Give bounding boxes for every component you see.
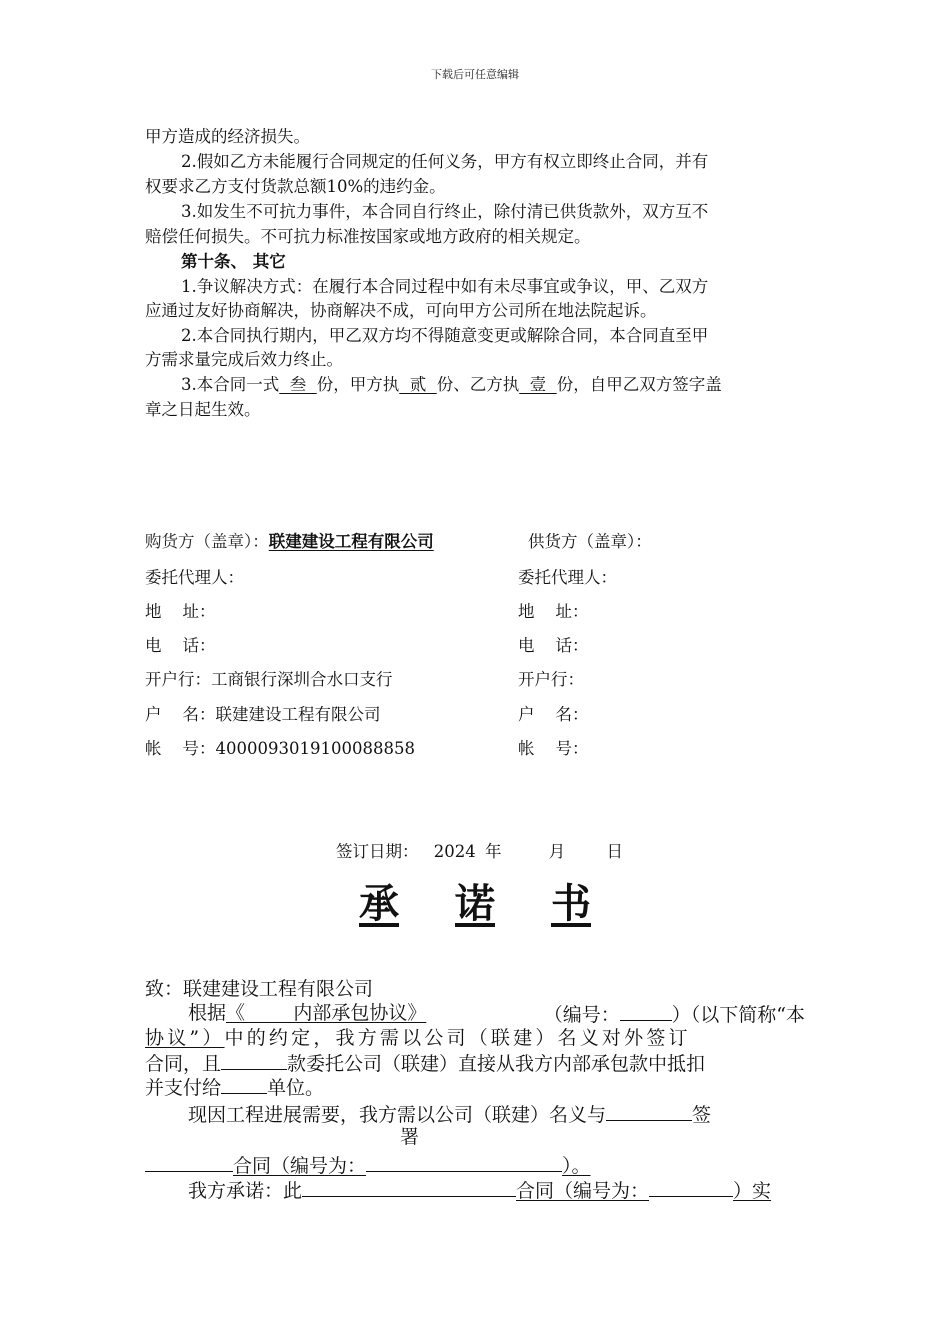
pledge-paragraph-3 (145, 1153, 805, 1179)
pledge-text: ）实 (733, 1180, 772, 1202)
article-10-item-3-line-1 (145, 373, 841, 398)
pledge-text: 我方承诺：此 (188, 1180, 303, 1202)
pledge-paragraph-2-line-1 (145, 1102, 848, 1128)
signing-date (336, 838, 623, 862)
buyer-seal-line (145, 528, 434, 552)
seller-phone: 电 话： (518, 636, 589, 655)
pledge-text: 中的约定，我方需以公司（联建）名义对外签订 (224, 1027, 691, 1049)
copies-total: 叁 (279, 375, 317, 394)
pledge-paragraph-4-line-1 (145, 1178, 848, 1204)
date-label: 签订日期： (336, 842, 419, 861)
contract-number-blank-2 (649, 1178, 733, 1197)
title-char: 承 (359, 880, 399, 927)
pledge-text: 单位。 (267, 1077, 325, 1099)
article-10-item-1-line-2: 应通过友好协商解决，协商解决不成，可向甲方公司所在地法院起诉。 (145, 301, 657, 320)
article-10-item-3-line-2: 章之日起生效。 (145, 400, 261, 419)
buyer-account-name: 户 名：联建建设工程有限公司 (145, 705, 381, 724)
seller-bank: 开户行： (518, 670, 584, 689)
copies-text: 3.本合同一式 (181, 375, 280, 394)
clause-line: 甲方造成的经济损失。 (145, 127, 310, 146)
title-char: 书 (551, 880, 591, 927)
title-char: 诺 (455, 880, 495, 927)
buyer-account-number: 帐 号：4000093019100088858 (145, 739, 415, 758)
clause-2-line-2: 权要求乙方支付货款总额10%的违约金。 (145, 177, 446, 196)
page-header-note: 下载后可任意编辑 (431, 68, 519, 81)
pledge-text: （编号： (543, 1004, 620, 1026)
contract-number-label: 合同（编号为： (233, 1155, 367, 1177)
pledge-paragraph-1-line-1 (145, 1002, 805, 1028)
contract-name-blank-2 (302, 1178, 516, 1197)
pledge-text: 并支付给 (145, 1077, 222, 1099)
buyer-address: 地 址： (145, 602, 216, 621)
seller-address: 地 址： (518, 602, 589, 621)
pledge-text: ）（以下简称“本 (671, 1004, 805, 1026)
contract-number-label: 合同（编号为： (516, 1180, 650, 1202)
copies-party-b: 壹 (519, 375, 557, 394)
amount-blank (221, 1051, 287, 1070)
pledge-addressee: 致：联建建设工程有限公司 (145, 978, 374, 1000)
agreement-name: 《 内部承包协议》 (226, 1002, 427, 1024)
pledge-paragraph-1-line-2 (145, 1027, 805, 1051)
pledge-title (0, 872, 950, 929)
agreement-number-blank (620, 1002, 672, 1021)
pledge-paragraph-1-line-4 (145, 1075, 805, 1101)
article-10-item-2-line-2: 方需求量完成后效力终止。 (145, 350, 343, 369)
agreement-short-name: 协议”） (145, 1027, 225, 1049)
article-10-heading: 第十条、 其它 (181, 252, 286, 271)
payee-blank (221, 1075, 267, 1094)
seller-account-number: 帐 号： (518, 739, 589, 758)
date-year: 2024 (433, 842, 476, 861)
pledge-text: ）。 (562, 1155, 591, 1177)
buyer-phone: 电 话： (145, 636, 216, 655)
counterparty-blank (606, 1102, 692, 1121)
article-10-item-2-line-1: 2.本合同执行期内，甲乙双方均不得随意变更或解除合同，本合同直至甲 (181, 326, 709, 345)
date-year-unit: 年 (485, 842, 502, 861)
buyer-company-name: 联建建设工程有限公司 (268, 532, 434, 551)
contract-name-blank (145, 1153, 233, 1172)
clause-3-line-1: 3.如发生不可抗力事件，本合同自行终止，除付清已供货款外，双方互不 (181, 202, 709, 221)
seller-label: 供货方（盖章）： (528, 532, 652, 551)
seller-account-name: 户 名： (518, 705, 589, 724)
clause-2-line-1: 2.假如乙方未能履行合同规定的任何义务，甲方有权立即终止合同，并有 (181, 152, 709, 171)
copies-text: 份、乙方执 (436, 375, 520, 394)
clause-3-line-2: 赔偿任何损失。不可抗力标准按国家或地方政府的相关规定。 (145, 227, 591, 246)
buyer-label: 购货方（盖章）： (145, 532, 269, 551)
seller-agent: 委托代理人： (518, 568, 617, 587)
pledge-paragraph-1-line-3 (145, 1051, 805, 1077)
buyer-bank: 开户行：工商银行深圳合水口支行 (145, 670, 393, 689)
buyer-agent: 委托代理人： (145, 568, 244, 587)
pledge-text: 签 (692, 1104, 712, 1126)
pledge-text: 根据 (188, 1002, 227, 1024)
pledge-text: 款委托公司（联建）直接从我方内部承包款中抵扣 (287, 1053, 706, 1075)
copies-text: 份，甲方执 (316, 375, 400, 394)
pledge-paragraph-2-wrap: 署 (400, 1126, 420, 1148)
pledge-text: 现因工程进展需要，我方需以公司（联建）名义与 (188, 1104, 607, 1126)
date-month-unit: 月 (548, 842, 566, 861)
contract-number-blank (366, 1153, 562, 1172)
copies-party-a: 贰 (399, 375, 437, 394)
date-day-unit: 日 (606, 842, 623, 861)
article-10-item-1-line-1: 1.争议解决方式：在履行本合同过程中如有未尽事宜或争议，甲、乙双方 (181, 277, 709, 296)
pledge-text: 合同，且 (145, 1053, 222, 1075)
copies-text: 份，自甲乙双方签字盖 (556, 375, 722, 394)
